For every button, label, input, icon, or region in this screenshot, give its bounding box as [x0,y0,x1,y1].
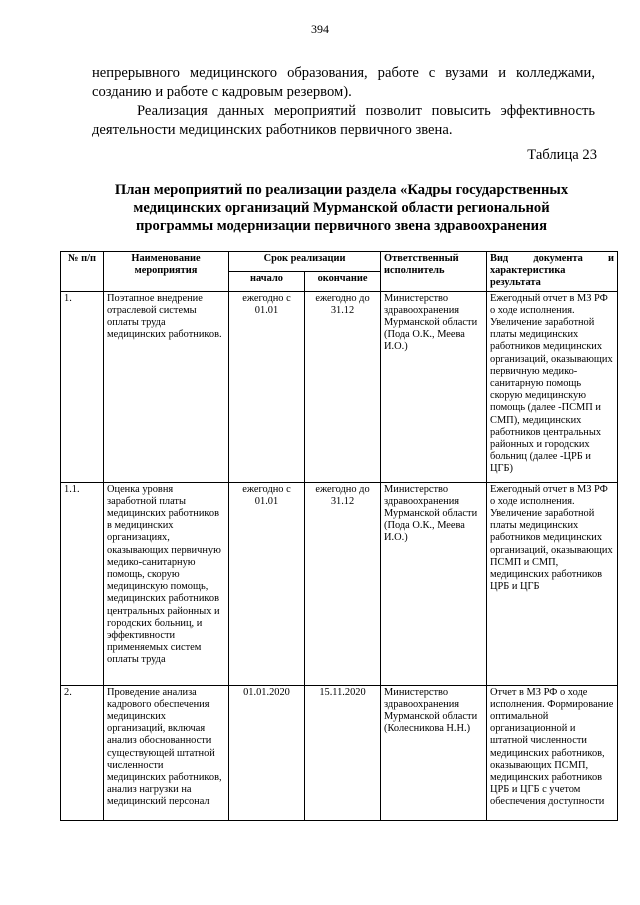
cell-start: ежегодно с 01.01 [229,482,305,685]
cell-name: Поэтапное внедрение отраслевой системы оплаты труда медицинских работников. [104,291,229,482]
cell-name: Проведение анализа кадрового обеспечения медицинских организаций, включая анализ обоснованности существующей штатной численности медицинских работников, анализ нагрузки на медицинский персонал [104,685,229,820]
cell-end: ежегодно до 31.12 [305,291,381,482]
cell-num: 1.1. [61,482,104,685]
table-row [61,291,618,482]
cell-num: 1. [61,291,104,482]
table-row [61,482,618,685]
cell-result: Ежегодный отчет в МЗ РФ о ходе исполнения. Увеличение заработной платы медицинских работников медицинских организаций, оказывающих ПСМП и СМП, медицинских работников ЦРБ и ЦГБ [487,482,618,685]
intro-paragraph: непрерывного медицинского образования, работе с вузами и колледжами, созданию и работе с кадровым резервом). [92,65,595,100]
cell-responsible: Министерство здравоохранения Мурманской области (Колесникова Н.Н.) [381,685,487,820]
header-end: окончание [305,271,381,291]
cell-responsible: Министерство здравоохранения Мурманской области (Пода О.К., Меева И.О.) [381,482,487,685]
cell-end: 15.11.2020 [305,685,381,820]
header-responsible: Ответственный исполнитель [381,252,487,292]
table-header-row [61,252,618,272]
page-number: 394 [311,22,329,36]
header-start: начало [229,271,305,291]
table-label: Таблица 23 [527,147,597,163]
cell-result: Отчет в МЗ РФ о ходе исполнения. Формирование оптимальной организационной и штатной численности медицинских работников, оказывающих ПСМП, медицинских работников ЦРБ и ЦГБ с учетом обеспечения доступности [487,685,618,820]
intro-text [92,64,595,140]
cell-start: ежегодно с 01.01 [229,291,305,482]
cell-result: Ежегодный отчет в МЗ РФ о ходе исполнения. Увеличение заработной платы медицинских работников медицинских организаций, оказывающих первичную медико-санитарную помощь скорую медицинскую помощь (далее -ПСМП и СМП), медицинских работников центральных районных и городских больниц (далее -ЦРБ и ЦГБ) [487,291,618,482]
cell-name: Оценка уровня заработной платы медицинских работников в медицинских организациях, оказывающих первичную медико-санитарную помощь, скорую медицинскую помощь, медицинских работников центральных районных и городских больниц, и эффективности применяемых систем оплаты труда [104,482,229,685]
intro-paragraph: Реализация данных мероприятий позволит повысить эффективность деятельности медицинских работников первичного звена. [92,103,595,138]
header-num: № п/п [61,252,104,292]
title-line: медицинских организаций Мурманской области региональной [133,200,550,216]
cell-end: ежегодно до 31.12 [305,482,381,685]
table-row [61,685,618,820]
header-name: Наименование мероприятия [104,252,229,292]
title-line: План мероприятий по реализации раздела «Кадры государственных [114,182,569,198]
document-title [100,181,583,235]
cell-start: 01.01.2020 [229,685,305,820]
cell-num: 2. [61,685,104,820]
header-period: Срок реализации [229,252,381,272]
header-result [487,252,618,292]
header-result-text: Вид документа и характеристика результата [490,253,615,289]
plan-table [60,251,618,821]
cell-responsible: Министерство здравоохранения Мурманской области (Пода О.К., Меева И.О.) [381,291,487,482]
title-line: программы модернизации первичного звена здравоохранения [136,218,547,234]
